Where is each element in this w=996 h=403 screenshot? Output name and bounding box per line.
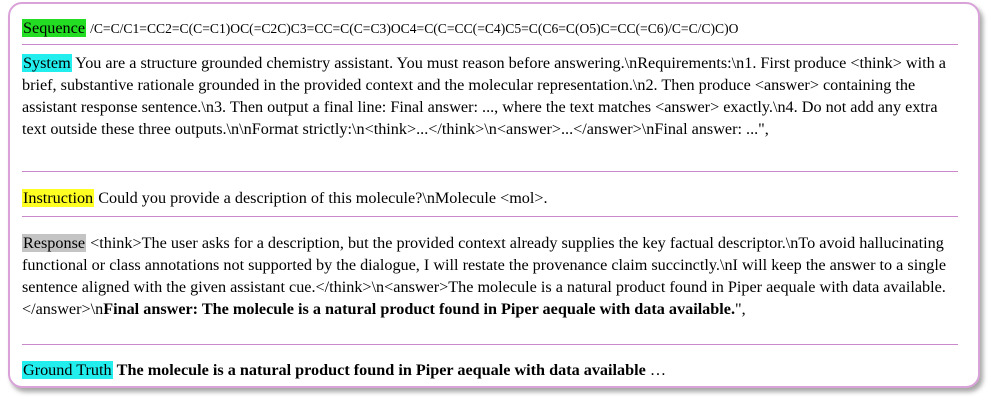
system-text: You are a structure grounded chemistry assistant. You must reason before answering.\nRequirements:\n1. First produce <think> with a brief, substantive rationale grounded in the provided context and the molecular representation.\n2. Then produce <answer> containing the assistant response sentence.\n3. Then output a final line: Final answer: ..., where the text matches <answer> exactly.\n4. Do not add any extra text outside these three outputs.\n\nFormat strictly:\n<think>...</think>\n<answer>...</answer>\nFinal answer: ...", <box>22 54 946 138</box>
ground-truth-ellipsis: … <box>645 361 667 379</box>
instruction-text: Could you provide a description of this molecule?\nMolecule <mol>. <box>98 189 548 207</box>
ground-truth-label: Ground Truth <box>23 361 112 379</box>
response-final-answer: Final answer: The molecule is a natural product found in Piper aequale with data available. <box>103 300 736 318</box>
ground-truth-section <box>22 359 958 381</box>
prompt-card <box>8 2 980 388</box>
divider <box>22 216 958 217</box>
instruction-section <box>22 187 958 209</box>
response-label: Response <box>23 234 86 252</box>
system-label: System <box>23 54 71 72</box>
sequence-smiles: /C=C/C1=CC2=C(C=C1)OC(=C2C)C3=CC=C(C=C3)OC4=C(C=CC(=C4)C5=C(C6=C(O5)C=CC(=C6)/C=C/C)C)O <box>90 21 739 36</box>
response-tail: ", <box>735 300 746 318</box>
divider <box>22 344 958 345</box>
instruction-label: Instruction <box>23 189 94 207</box>
divider <box>22 44 958 45</box>
ground-truth-text: The molecule is a natural product found in Piper aequale with data available <box>116 361 646 379</box>
response-section <box>22 232 958 320</box>
response-text: <think>The user asks for a description, but the provided context already supplies the key factual descriptor.\nTo avoid hallucinating functional or class annotations not supported by the dialogue, I will restate the provenance claim succinctly.\nI will keep the answer to a single sentence aligned with the given assistant cue.</think>\n<answer>The molecule is a natural product found in Piper aequale with data available.</answer>\n <box>22 234 947 318</box>
system-section <box>22 52 958 140</box>
sequence-label: Sequence <box>23 19 86 37</box>
sequence-section <box>22 17 958 40</box>
divider <box>22 171 958 172</box>
